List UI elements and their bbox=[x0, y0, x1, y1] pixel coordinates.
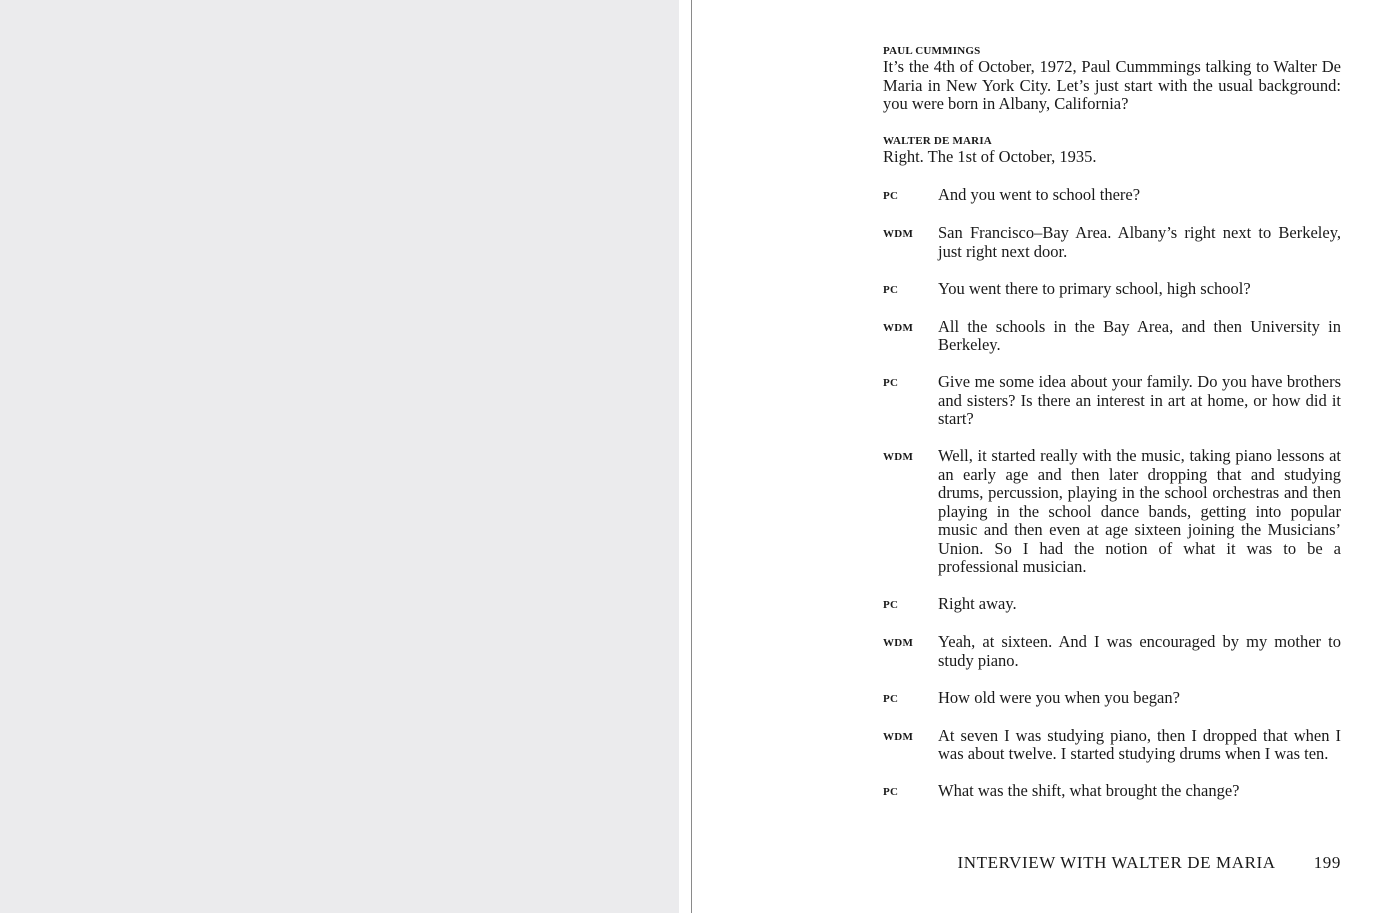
speaker-name-pc: PAUL CUMMINGS bbox=[883, 45, 981, 57]
dialogue-turn bbox=[883, 782, 1341, 802]
dialogue-turn bbox=[883, 373, 1341, 429]
dialogue-turn bbox=[883, 186, 1341, 206]
left-page-blank bbox=[0, 0, 679, 913]
speaker-abbr: WDM bbox=[883, 730, 914, 743]
interview-text bbox=[883, 44, 1341, 820]
dialogue-turn bbox=[883, 318, 1341, 355]
speaker-abbr: WDM bbox=[883, 321, 914, 334]
intro-wdm bbox=[883, 134, 1341, 167]
intro-pc-text: It’s the 4th of October, 1972, Paul Cummmings talking to Walter De Maria in New York City. Let’s just start with the usual background: you were born in Albany, California? bbox=[883, 57, 1341, 113]
dialogue-turn bbox=[883, 447, 1341, 577]
page-number: 199 bbox=[1313, 853, 1341, 872]
turn-text: How old were you when you began? bbox=[938, 687, 1180, 707]
speaker-abbr: PC bbox=[883, 377, 899, 389]
turn-text: Right away. bbox=[938, 594, 1017, 613]
running-head: INTERVIEW WITH WALTER DE MARIA bbox=[957, 853, 1276, 872]
speaker-name-wdm: WALTER DE MARIA bbox=[883, 134, 992, 147]
dialogue-turn bbox=[883, 689, 1341, 709]
speaker-abbr: PC bbox=[883, 283, 899, 296]
intro-wdm-text: Right. The 1st of October, 1935. bbox=[883, 146, 1097, 166]
speaker-abbr: PC bbox=[883, 692, 899, 705]
speaker-abbr: PC bbox=[883, 786, 899, 798]
turn-text: You went there to primary school, high school? bbox=[938, 278, 1251, 298]
turn-text: Well, it started really with the music, taking piano lessons at an early age and then later dropping that and studying drums, percussion, playing in the school orchestras and then playing in the school dance bands, getting into popular music and then even at age sixteen joining the Musicians’ Union. So I had the notion of what it was to be a professional musician. bbox=[938, 446, 1341, 576]
dialogue-turn bbox=[883, 633, 1341, 670]
speaker-abbr: PC bbox=[883, 190, 899, 202]
dialogue-turn bbox=[883, 224, 1341, 261]
turn-text: All the schools in the Bay Area, and then University in Berkeley. bbox=[938, 316, 1341, 354]
turn-text: And you went to school there? bbox=[938, 185, 1141, 204]
speaker-abbr: WDM bbox=[883, 637, 914, 649]
speaker-abbr: WDM bbox=[883, 228, 914, 240]
turn-text: Yeah, at sixteen. And I was encouraged by my mother to study piano. bbox=[938, 632, 1341, 670]
intro-pc bbox=[883, 44, 1341, 114]
dialogue-turn bbox=[883, 280, 1341, 300]
page-gutter bbox=[679, 0, 707, 913]
page-footer bbox=[883, 853, 1341, 873]
turn-text: Give me some idea about your family. Do you have brothers and sisters? Is there an interest in art at home, or how did it start? bbox=[938, 372, 1341, 428]
speaker-abbr: PC bbox=[883, 599, 899, 611]
dialogue-turn bbox=[883, 595, 1341, 615]
gutter-divider bbox=[691, 0, 692, 913]
turn-text: At seven I was studying piano, then I dropped that when I was about twelve. I started studying drums when I was ten. bbox=[938, 725, 1341, 763]
dialogue-turn bbox=[883, 727, 1341, 764]
speaker-abbr: WDM bbox=[883, 451, 914, 463]
turn-text: San Francisco–Bay Area. Albany’s right next to Berkeley, just right next door. bbox=[938, 223, 1341, 261]
dialogue-turns bbox=[883, 186, 1341, 802]
turn-text: What was the shift, what brought the change? bbox=[938, 781, 1240, 800]
